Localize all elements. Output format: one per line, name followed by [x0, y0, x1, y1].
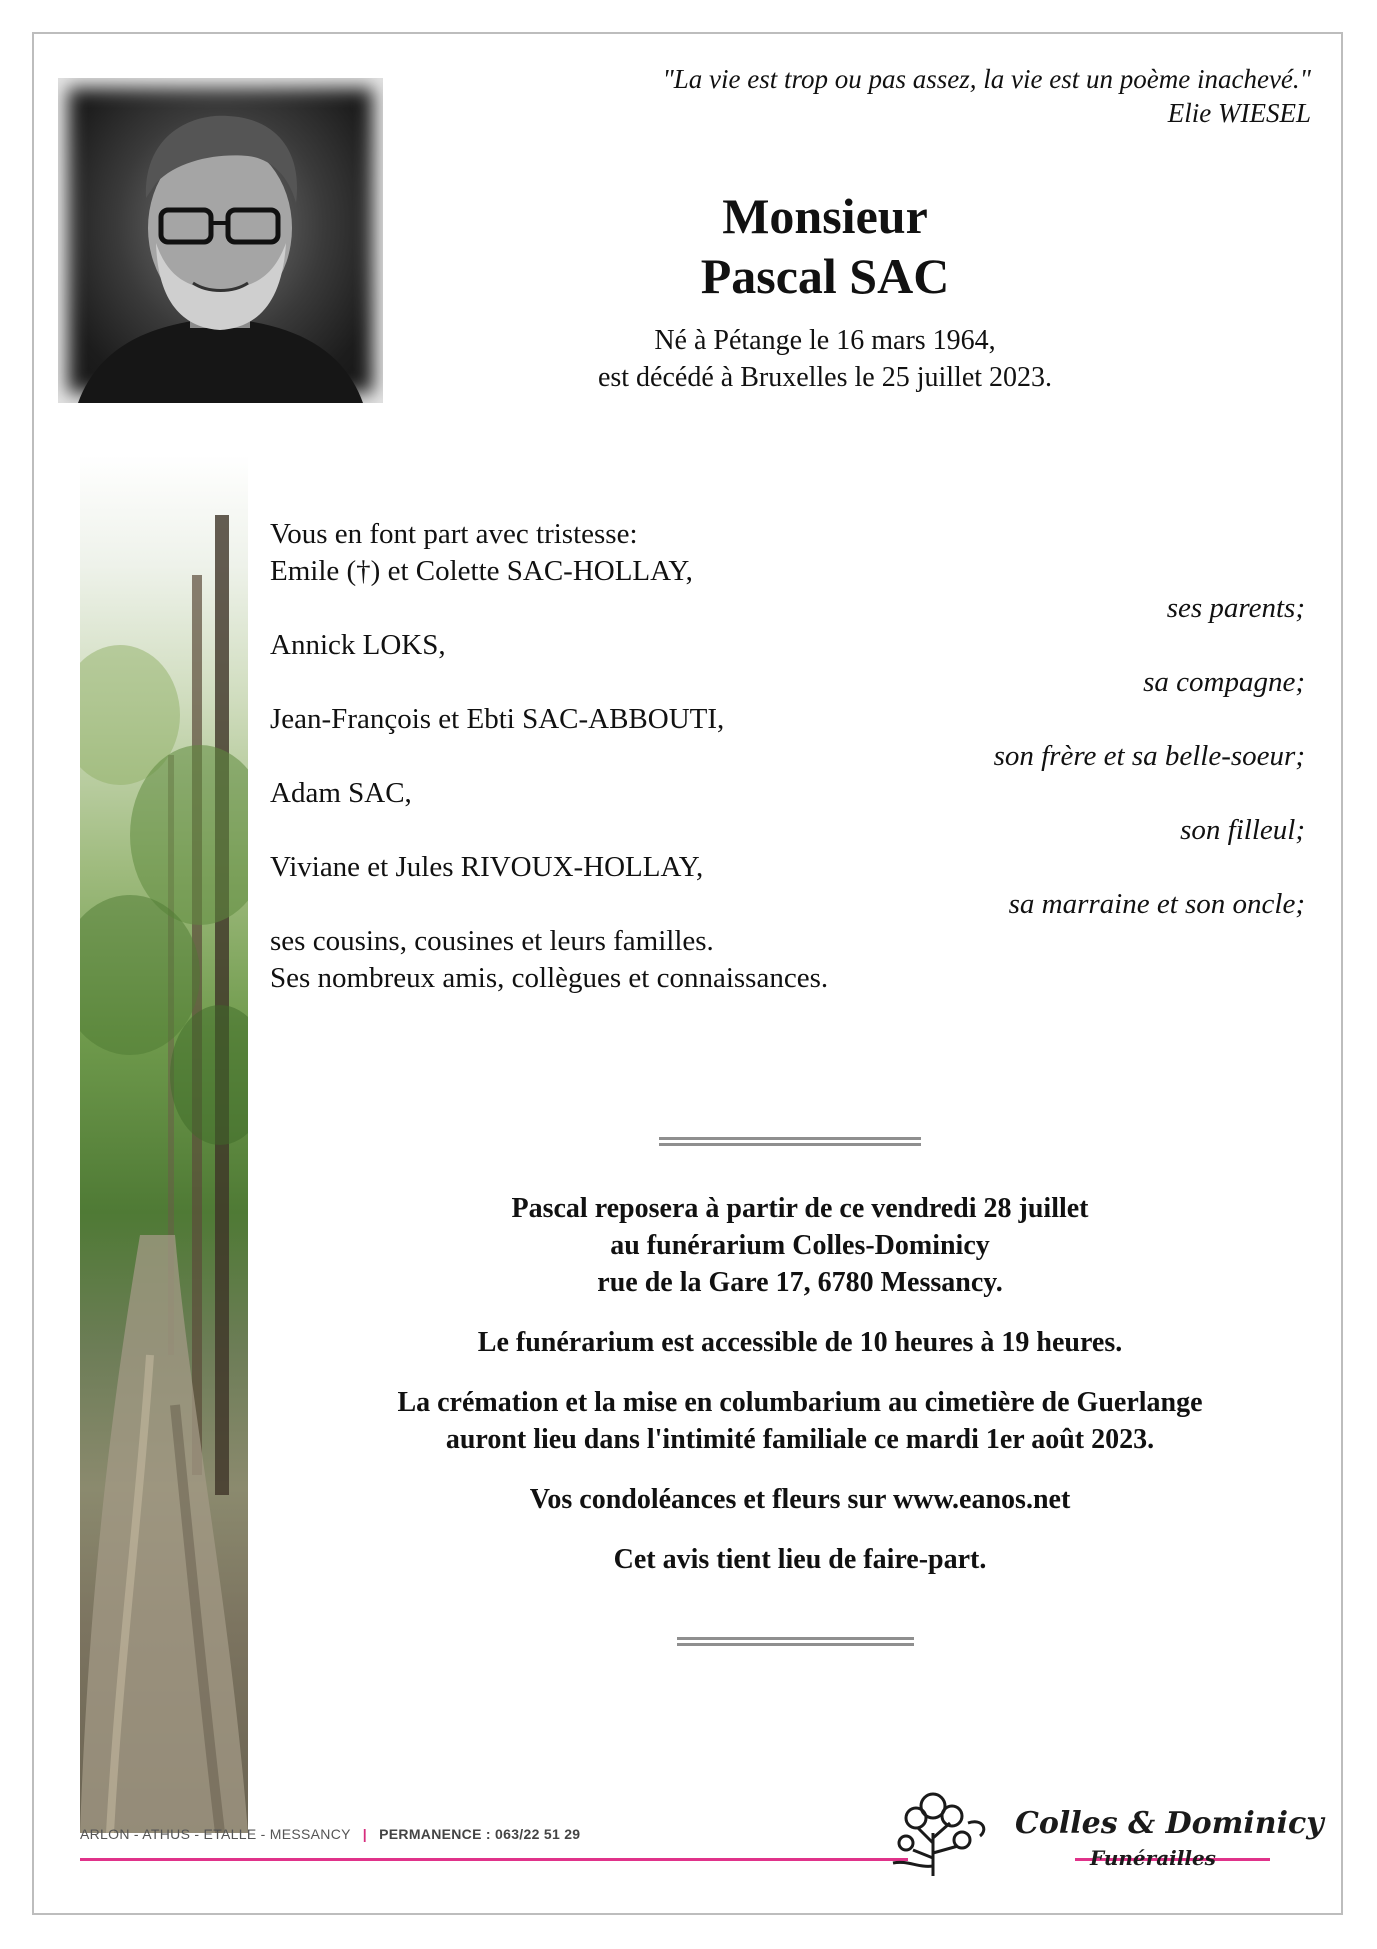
cremation-block: [270, 1384, 1330, 1458]
life-dates: [520, 322, 1130, 396]
condolences-line: Vos condoléances et fleurs sur www.eanos.net: [529, 1484, 1071, 1515]
family-relation: son frère et sa belle-soeur;: [993, 740, 1305, 772]
birth-line: Né à Pétange le 16 mars 1964,: [654, 325, 996, 356]
deceased-name: Pascal SAC: [700, 248, 950, 304]
family-names: Annick LOKS,: [270, 629, 446, 661]
cremation-line: La crémation et la mise en columbarium au cimetière de Guerlange: [397, 1387, 1203, 1418]
notice-line: Cet avis tient lieu de faire-part.: [613, 1544, 987, 1575]
family-names: Adam SAC,: [270, 777, 412, 809]
funeral-info: [270, 1190, 1330, 1601]
divider-top: [659, 1137, 921, 1146]
family-names: Emile (†) et Colette SAC-HOLLAY,: [270, 555, 693, 587]
tree-logo-icon: [888, 1788, 998, 1883]
visitation-place: au funérarium Colles-Dominicy: [610, 1230, 990, 1261]
family-relation: sa compagne;: [1143, 666, 1305, 698]
honorific: Monsieur: [722, 188, 928, 244]
forest-path-image: [80, 455, 248, 1833]
family-relation: ses parents;: [1166, 592, 1305, 624]
brand-subtitle: Funérailles: [1090, 1846, 1216, 1870]
footer-permanence: PERMANENCE : 063/22 51 29: [379, 1826, 581, 1842]
footer-separator: |: [362, 1826, 367, 1842]
footer-accent-line: [80, 1858, 908, 1861]
family-names: Jean-François et Ebti SAC-ABBOUTI,: [270, 703, 725, 735]
family-names: Viviane et Jules RIVOUX-HOLLAY,: [270, 851, 704, 883]
deceased-title: [560, 186, 1090, 306]
quote-text: "La vie est trop ou pas assez, la vie est un poème inachevé.": [662, 64, 1311, 94]
visitation-line: Pascal reposera à partir de ce vendredi 28 juillet: [511, 1193, 1089, 1224]
portrait-photo: [58, 78, 383, 403]
epigraph-quote: [662, 62, 1311, 130]
footer-locations: ARLON - ATHUS - ETALLE - MESSANCY: [80, 1826, 351, 1842]
family-announcement: [270, 516, 1305, 997]
divider-bottom: [677, 1637, 914, 1646]
family-cousins: ses cousins, cousines et leurs familles.: [270, 925, 714, 957]
brand-name: Colles & Dominicy: [1015, 1806, 1324, 1841]
death-line: est décédé à Bruxelles le 25 juillet 2023.: [597, 362, 1053, 393]
family-intro: Vous en font part avec tristesse:: [270, 518, 638, 550]
family-relation: son filleul;: [1180, 814, 1305, 846]
family-friends: Ses nombreux amis, collègues et connaissances.: [270, 962, 829, 994]
cremation-date: auront lieu dans l'intimité familiale ce mardi 1er août 2023.: [445, 1424, 1155, 1455]
footer-contact: [80, 1826, 580, 1842]
family-relation: sa marraine et son oncle;: [1008, 888, 1305, 920]
visitation-block: [270, 1190, 1330, 1301]
visitation-address: rue de la Gare 17, 6780 Messancy.: [597, 1267, 1003, 1298]
quote-author: Elie WIESEL: [1167, 98, 1311, 128]
opening-hours: Le funérarium est accessible de 10 heures à 19 heures.: [477, 1327, 1123, 1358]
